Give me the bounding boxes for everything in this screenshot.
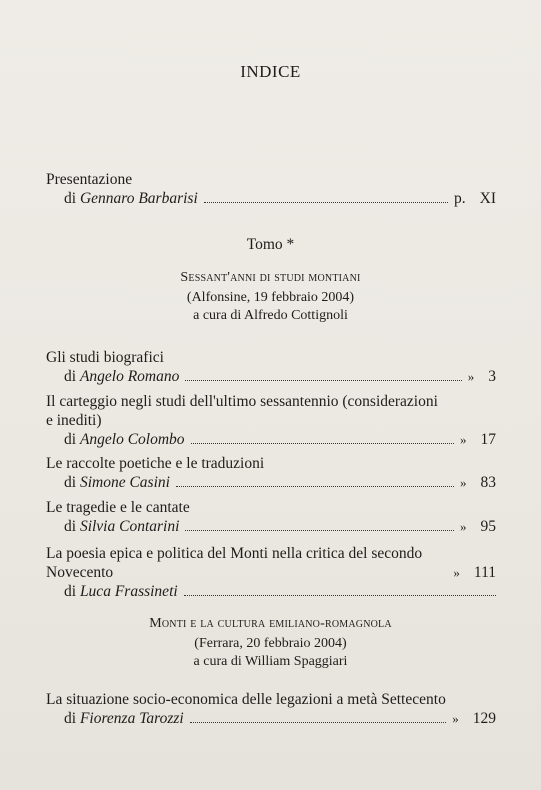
entry-title: Le tragedie e le cantate [46,499,190,516]
toc-entry [46,348,496,386]
toc-entry [46,544,496,601]
section-title-1: Sessant'anni di studi montiani [180,270,361,285]
dot-leader [190,722,447,723]
entry-title-line2 [46,563,496,582]
page-number: XI [479,190,496,207]
page-number: 95 [480,518,496,535]
toc-entry [46,690,496,728]
page-number: 3 [488,368,496,385]
entry-by: di [64,190,77,207]
dot-leader [185,530,454,531]
dot-leader [184,595,496,596]
dot-leader [176,486,454,487]
entry-title: La poesia epica e politica del Monti nella critica del secondo [46,545,423,562]
entry-by: di [64,474,77,491]
entry-by: di [64,368,77,385]
entry-by: di [64,518,77,535]
section-curator-2: a cura di William Spaggiari [193,654,348,669]
ditto-mark: » [467,369,475,384]
entry-author: Silvia Contarini [79,518,180,535]
page-number: 111 [473,564,496,581]
page-prefix: p. [454,190,466,207]
toc-entry [46,392,496,449]
page-number: 83 [480,474,496,491]
toc-entry [46,454,496,492]
ditto-mark: » [460,432,467,447]
page-number: 17 [480,431,496,448]
ditto-mark: » [452,711,459,726]
section-place-date-1: (Alfonsine, 19 febbraio 2004) [186,290,355,305]
entry-title: La situazione socio-economica delle legazioni a metà Settecento [46,691,446,708]
entry-title-continued: Novecento [46,564,114,581]
dot-leader [204,202,448,203]
entry-title-line2: e inediti) [46,412,102,429]
dot-leader [191,443,454,444]
page-title: INDICE [240,62,301,81]
ditto-mark: » [460,519,467,534]
ditto-mark: » [460,475,467,490]
entry-author: Luca Frassineti [79,583,178,600]
ditto-mark: » [453,565,460,580]
entry-author: Gennaro Barbarisi [79,190,198,207]
entry-by: di [64,431,77,448]
entry-title: Presentazione [46,171,133,188]
section-place-date-2: (Ferrara, 20 febbraio 2004) [194,636,347,651]
entry-author: Angelo Romano [79,368,180,385]
section-curator-1: a cura di Alfredo Cottignoli [193,308,348,323]
entry-title: Le raccolte poetiche e le traduzioni [46,455,265,472]
dot-leader [185,380,461,381]
entry-author: Angelo Colombo [79,431,185,448]
toc-entry-presentazione [46,170,496,208]
entry-by: di [64,583,77,600]
entry-title: Gli studi biografici [46,349,164,366]
entry-by: di [64,710,77,727]
section-title-2: Monti e la cultura emiliano-romagnola [149,616,392,631]
entry-author: Simone Casini [79,474,170,491]
entry-title: Il carteggio negli studi dell'ultimo sessantennio (considerazioni [46,393,438,410]
page-number: 129 [472,710,496,727]
entry-author: Fiorenza Tarozzi [79,710,184,727]
volume-label: Tomo * [246,236,295,253]
toc-entry [46,498,496,536]
